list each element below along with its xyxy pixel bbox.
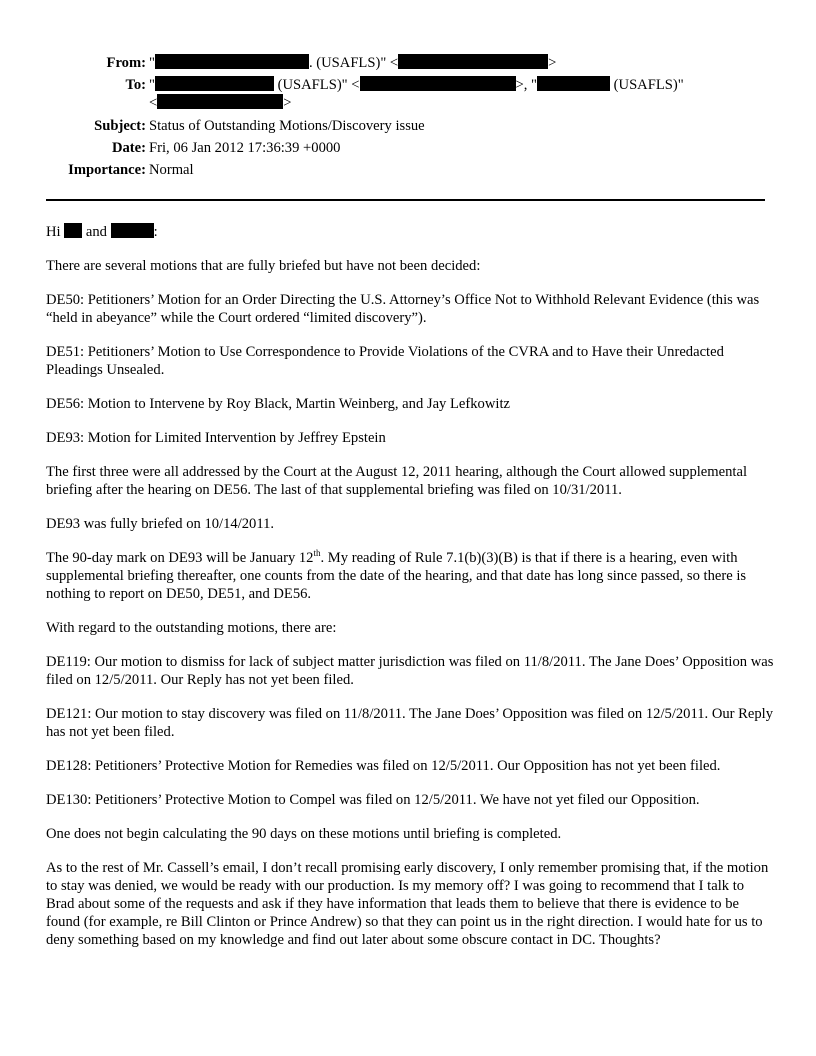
redaction-block [64, 223, 82, 238]
paragraph: The 90-day mark on DE93 will be January 12th. My reading of Rule 7.1(b)(3)(B) is that if there is a hearing, even with supplemental briefing thereafter, one counts from the date of the hearing, and that date has long since passed, so there is nothing to report on DE50, DE51, and DE56. [46, 548, 747, 602]
redaction-block [537, 76, 610, 91]
to-value: " (USAFLS)" < >, " (USAFLS)" [149, 77, 684, 93]
redaction-block [360, 76, 516, 91]
email-body [46, 223, 776, 965]
redaction-block [398, 54, 548, 69]
subject-label: Subject: [94, 118, 146, 134]
importance-label: Importance: [68, 162, 146, 178]
header-divider [46, 199, 765, 201]
date-value: Fri, 06 Jan 2012 17:36:39 +0000 [149, 140, 341, 156]
redaction-block [155, 76, 274, 91]
paragraph: One does not begin calculating the 90 days on these motions until briefing is completed. [46, 826, 562, 842]
from-label: From: [106, 55, 146, 71]
redaction-block [155, 54, 309, 69]
paragraph: The first three were all addressed by the Court at the August 12, 2011 hearing, although the Court allowed supplemental briefing after the hearing on DE56. The last of that supplemental briefing was filed on 10/31/2011. [46, 464, 747, 498]
paragraph: DE93 was fully briefed on 10/14/2011. [46, 516, 275, 532]
paragraph: There are several motions that are fully briefed but have not been decided: [46, 258, 481, 274]
subject-value: Status of Outstanding Motions/Discovery issue [149, 118, 425, 134]
paragraph: As to the rest of Mr. Cassell’s email, I don’t recall promising early discovery, I only remember promising that, if the motion to stay was denied, we would be ready with our production. Is my memory off? I was going to recommend that I talk to Brad about some of the requests and ask if they have information that leads them to believe that there is evidence to be found (for example, re Bill Clinton or Prince Andrew) so that they can point us in the right direction. I would hate for us to deny something based on my knowledge and find out later about some obscure contact in DC. Thoughts? [46, 860, 769, 948]
importance-value: Normal [149, 162, 194, 178]
redaction-block [157, 94, 283, 109]
paragraph: With regard to the outstanding motions, there are: [46, 620, 337, 636]
from-value: " . (USAFLS)" < > [149, 55, 557, 71]
paragraph: DE119: Our motion to dismiss for lack of subject matter jurisdiction was filed on 11/8/2011. The Jane Does’ Opposition was filed on 12/5/2011. Our Reply has not yet been filed. [46, 654, 774, 688]
greeting: Hi and : [46, 224, 158, 240]
paragraph: DE130: Petitioners’ Protective Motion to Compel was filed on 12/5/2011. We have not yet filed our Opposition. [46, 792, 700, 808]
paragraph: DE51: Petitioners’ Motion to Use Correspondence to Provide Violations of the CVRA and to Have their Unredacted Pleadings Unsealed. [46, 344, 724, 378]
paragraph: DE56: Motion to Intervene by Roy Black, Martin Weinberg, and Jay Lefkowitz [46, 396, 510, 412]
paragraph: DE50: Petitioners’ Motion for an Order Directing the U.S. Attorney’s Office Not to Withhold Relevant Evidence (this was “held in abeyance” while the Court ordered “limited discovery”). [46, 292, 760, 326]
paragraph: DE93: Motion for Limited Intervention by Jeffrey Epstein [46, 430, 386, 446]
paragraph: DE121: Our motion to stay discovery was filed on 11/8/2011. The Jane Does’ Opposition was filed on 12/5/2011. Our Reply has not yet been filed. [46, 706, 774, 740]
date-label: Date: [111, 140, 146, 156]
redaction-block [111, 223, 154, 238]
paragraph: DE128: Petitioners’ Protective Motion for Remedies was filed on 12/5/2011. Our Opposition has not yet been filed. [46, 758, 721, 774]
to-label: To: [125, 77, 146, 93]
